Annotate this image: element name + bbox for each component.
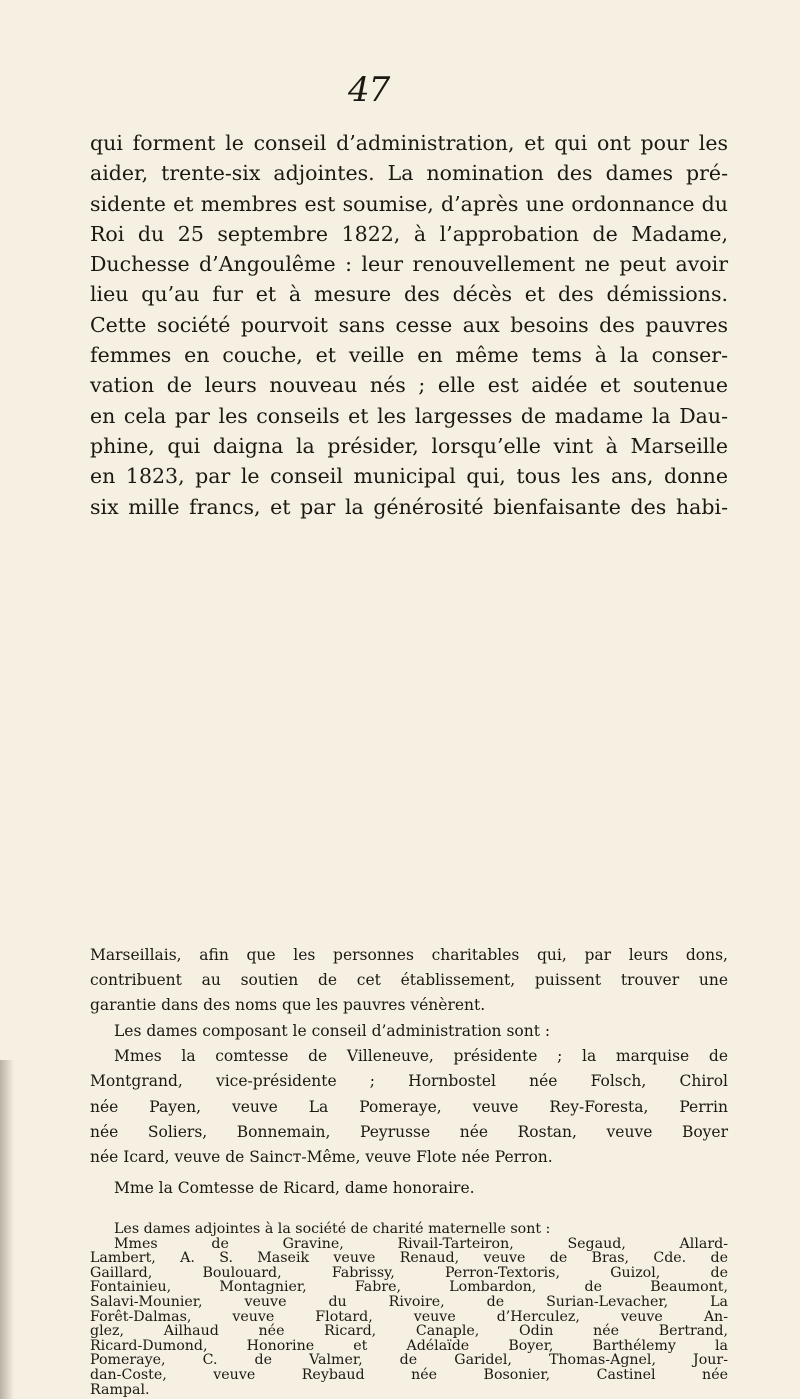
- text-line: garantie dans des noms que les pauvres vénèrent.: [90, 996, 486, 1015]
- text-line: Gaillard, Boulouard, Fabrissy, Perron-Textoris, Guizol, de: [90, 1264, 728, 1281]
- text-line: glez, Ailhaud née Ricard, Canaple, Odin née Bertrand,: [90, 1323, 728, 1340]
- section-heading: Les dames composant le conseil d’administration sont :: [114, 1022, 551, 1040]
- text-line: aider, trente-six adjointes. La nomination des dames pré-: [90, 161, 728, 186]
- text-line: Mmes de Gravine, Rivail-Tarteiron, Segaud, Allard-: [114, 1235, 728, 1252]
- main-paragraph: [90, 128, 728, 522]
- text-line: Cette société pourvoit sans cesse aux besoins des pauvres: [90, 312, 728, 337]
- section-heading: Les dames adjointes à la société de charité maternelle sont :: [114, 1221, 551, 1237]
- adjointes-list: [90, 1222, 728, 1397]
- text-line: née Soliers, Bonnemain, Peyrusse née Rostan, veuve Boyer: [90, 1122, 728, 1141]
- text-line: née Payen, veuve La Pomeraye, veuve Rey-Foresta, Perrin: [90, 1097, 728, 1116]
- text-line: contribuent au soutien de cet établissement, puissent trouver une: [90, 971, 728, 990]
- text-line: Forêt-Dalmas, veuve Flotard, veuve d’Herculez, veuve An-: [90, 1308, 728, 1325]
- text-line: Pomeraye, C. de Valmer, de Garidel, Thomas-Agnel, Jour-: [90, 1352, 728, 1369]
- text-line: Marseillais, afin que les personnes charitables qui, par leurs dons,: [90, 946, 728, 964]
- text-line: Lambert, A. S. Maseik veuve Renaud, veuve de Bras, Cde. de: [90, 1250, 728, 1267]
- text-line: Montgrand, vice-présidente ; Hornbostel née Folsch, Chirol: [90, 1072, 728, 1091]
- text-line: Rampal.: [90, 1381, 150, 1398]
- page-number: 47: [348, 70, 390, 110]
- binding-shadow: [0, 1060, 14, 1399]
- text-line: Duchesse d’Angoulême : leur renouvellement ne peut avoir: [90, 252, 728, 277]
- text-line: six mille francs, et par la générosité bienfaisante des habi-: [90, 494, 728, 519]
- text-line: dan-Coste, veuve Reybaud née Bosonier, Castinel née: [90, 1366, 728, 1383]
- text-line: en cela par les conseils et les largesses de madame la Dau-: [90, 403, 728, 428]
- text-line: femmes en couche, et veille en même tems à la conser-: [90, 343, 728, 368]
- note-intro: [90, 943, 728, 1019]
- text-line: sidente et membres est soumise, d’après une ordonnance du: [90, 191, 728, 216]
- text-line: Mme la Comtesse de Ricard, dame honoraire.: [114, 1179, 475, 1197]
- text-line: lieu qu’au fur et à mesure des décès et des démissions.: [90, 282, 728, 307]
- text-line: Roi du 25 septembre 1822, à l’approbation de Madame,: [90, 221, 728, 246]
- text-line: née Icard, veuve de Saincт-Même, veuve Flote née Perron.: [90, 1148, 553, 1167]
- text-line: Mmes la comtesse de Villeneuve, présidente ; la marquise de: [114, 1047, 728, 1066]
- text-line: Ricard-Dumond, Honorine et Adélaïde Boyer, Barthélemy la: [90, 1337, 728, 1354]
- text-line: phine, qui daigna la présider, lorsqu’elle vint à Marseille: [90, 433, 728, 458]
- text-line: en 1823, par le conseil municipal qui, tous les ans, donne: [90, 464, 728, 489]
- text-line: vation de leurs nouveau nés ; elle est aidée et soutenue: [90, 373, 728, 398]
- council-list: [90, 1019, 728, 1170]
- text-line: Salavi-Mounier, veuve du Rivoire, de Surian-Levacher, La: [90, 1293, 728, 1310]
- honorary-line: [90, 1176, 728, 1201]
- text-line: qui forment le conseil d’administration, et qui ont pour les: [90, 131, 728, 155]
- text-line: Fontainieu, Montagnier, Fabre, Lombardon, de Beaumont,: [90, 1279, 728, 1296]
